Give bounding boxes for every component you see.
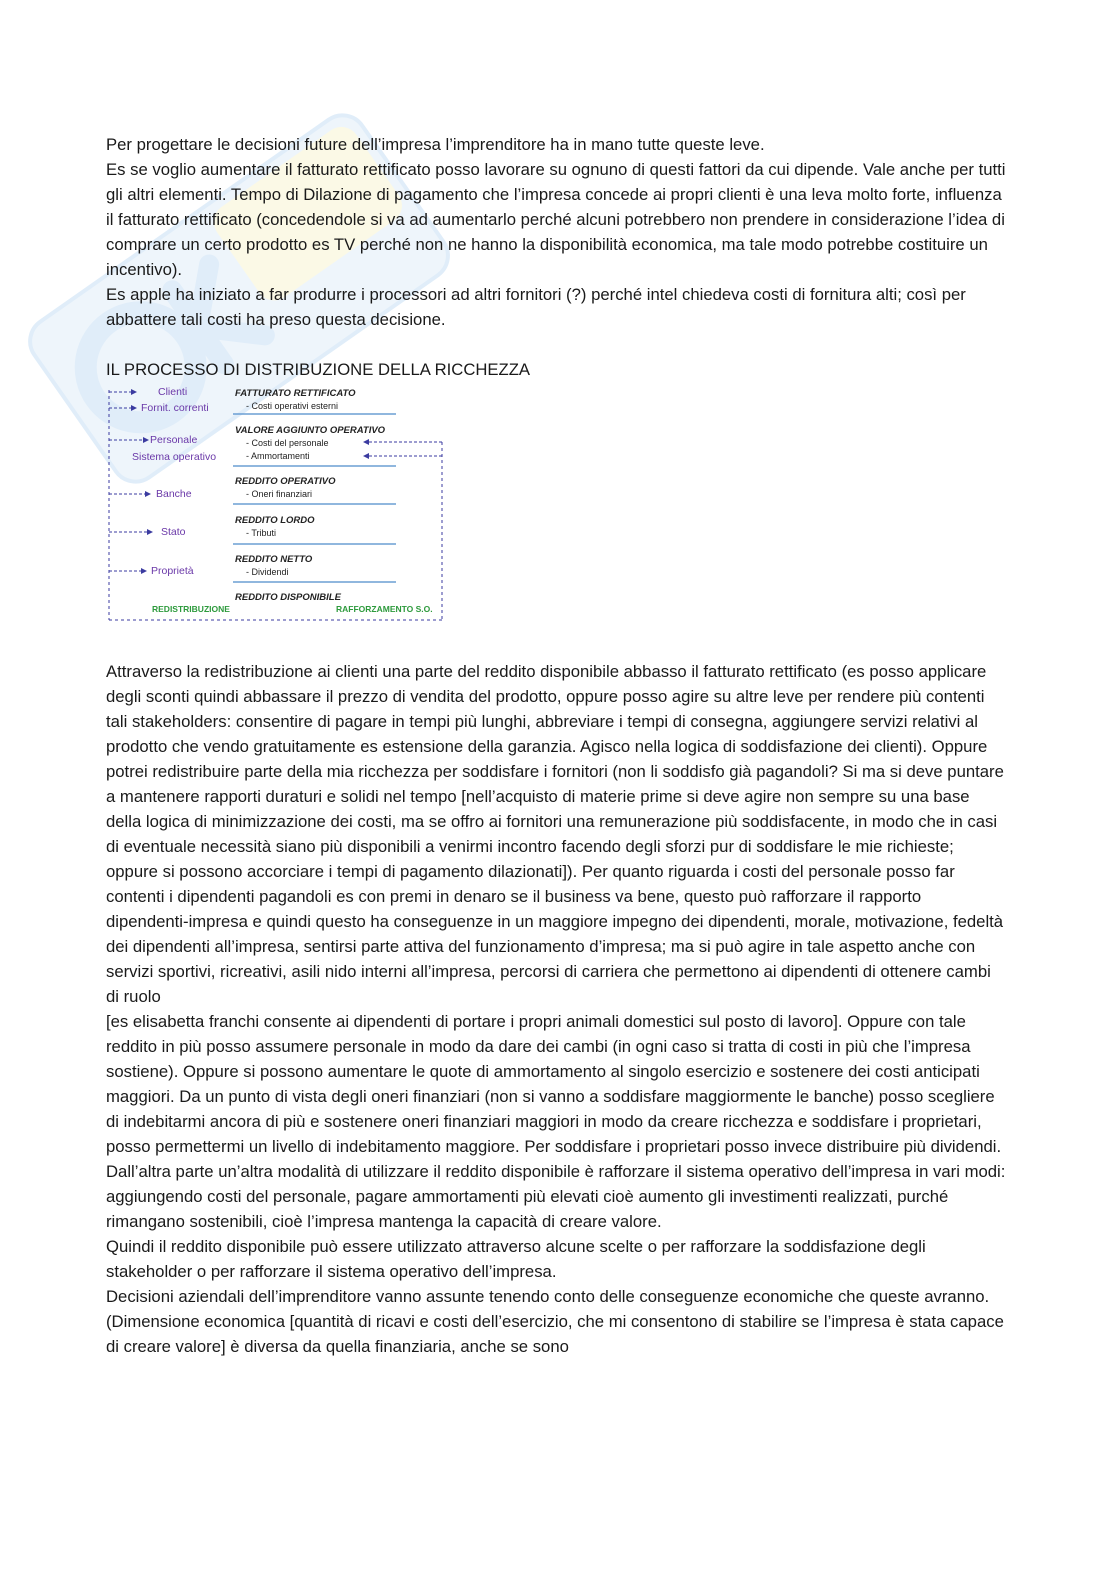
paragraph: Dall’altra parte un’altra modalità di utilizzare il reddito disponibile è rafforzare il sistema operativo dell’impresa in vari modi: aggiungendo costi del personale, pagare ammortamenti più elevati cioè aumento gli investimenti realizzati, purché rimangano sostenibili, cioè l’impresa mantenga la capacità di creare valore. [106,1162,1006,1231]
paragraph: Es se voglio aumentare il fatturato rettificato posso lavorare su ognuno di questi fattori da cui dipende. Vale anche per tutti gli altri elementi. Tempo di Dilazione di pagamento che l’impresa concede ai propri clienti è una leva molto forte, influenza il fatturato rettificato (concedendole si va ad aumentarlo perché alcuni potrebbero non prendere in considerazione l’idea di comprare un certo prodotto es TV perché non ne hanno la disponibilità economica, ma tale modo potrebbe costituire un incentivo). [106,160,1006,279]
section-heading: IL PROCESSO DI DISTRIBUZIONE DELLA RICCHEZZA [106,360,531,379]
level-item: - Dividendi [246,567,289,577]
redistribution-label: REDISTRIBUZIONE [152,604,230,614]
paragraph: Quindi il reddito disponibile può essere utilizzato attraverso alcune scelte o per rafforzare la soddisfazione degli stakeholder o per rafforzare il sistema operativo dell’impresa. [106,1237,926,1281]
paragraph: Es apple ha iniziato a far produrre i processori ad altri fornitori (?) perché intel chiedeva costi di fornitura alti; così per abbattere tali costi ha preso questa decisione. [106,285,966,329]
stakeholder-label: Stato [161,526,186,538]
wealth-distribution-diagram [106,384,451,634]
stakeholder-label: Personale [150,434,198,446]
level-title: REDDITO NETTO [235,554,313,565]
paragraph: [es elisabetta franchi consente ai dipendenti di portare i propri animali domestici sul posto di lavoro]. Oppure con tale reddito in più posso assumere personale in modo da dare dei cambi (in ogni caso si tratta di costi in più che l’impresa sostiene). Oppure si possono aumentare le quote di ammortamento al singolo esercizio e sostenere dei costi anticipati maggiori. Da un punto di vista degli oneri finanziari (non si vanno a soddisfare maggiormente le banche) posso scegliere di indebitarmi ancora di più e sostenere oneri finanziari maggiori in modo da creare ricchezza e soddisfare i proprietari, posso permettermi un livello di indebitamento maggiore. Per soddisfare i proprietari posso invece distribuire più dividendi. [106,1012,1002,1156]
paragraph: Attraverso la redistribuzione ai clienti una parte del reddito disponibile abbasso il fatturato rettificato (es posso applicare degli sconti quindi abbassare il prezzo di vendita del prodotto, oppure posso agire su altre leve per rendere più contenti tali stakeholders: consentire di pagare in tempi più lunghi, abbreviare i tempi di consegna, aggiungere servizi relativi al prodotto che vendo gratuitamente es estensione della garanzia. Agisco nella logica di soddisfazione dei clienti). Oppure potrei redistribuire parte della mia ricchezza per soddisfare i fornitori (non li soddisfo già pagandoli? Si ma si deve puntare a mantenere rapporti duraturi e solidi nel tempo [nell’acquisto di materie prime si deve agire non sempre su una base della logica di minimizzazione dei costi, ma se offro ai fornitori una remunerazione più soddisfacente, in modo che in casi di eventuale necessità siano più disponibili a venirmi incontro facendo degli sforzi pur di soddisfare le mie richieste; oppure si possono accorciare i tempi di pagamento dilazionati]). Per quanto riguarda i costi del personale posso far contenti i dipendenti pagandoli es con premi in denaro se il business va bene, questo può rafforzare il rapporto dipendenti-impresa e quindi questo ha conseguenze in un maggiore impegno dei dipendenti, morale, motivazione, fedeltà dei dipendenti all’impresa, sentirsi parte attiva del funzionamento d’impresa; ma si può agire in tale aspetto anche con servizi sportivi, ricreativi, asili nido interni all’impresa, percorsi di carriera che permettono ai dipendenti di ottenere cambi di ruolo [106,662,1004,1006]
level-item: - Tributi [246,528,277,538]
level-title: REDDITO OPERATIVO [235,476,336,487]
level-title: REDDITO LORDO [235,515,315,526]
level-item: - Costi operativi esterni [246,401,339,411]
paragraph: Decisioni aziendali dell’imprenditore vanno assunte tenendo conto delle conseguenze economiche che queste avranno. (Dimensione economica [quantità di ricavi e costi dell’esercizio, che mi consentono di stabilire se l’impresa è stata capace di creare valore] è diversa da quella finanziaria, anche se sono [106,1287,1004,1356]
reinforcement-label: RAFFORZAMENTO S.O. [336,604,433,614]
document-body [106,132,1006,1359]
stakeholder-label: Proprietà [151,565,194,577]
stakeholder-label: Sistema operativo [132,451,217,463]
level-item: - Costi del personale [246,438,329,448]
level-item: - Ammortamenti [246,451,310,461]
level-title: REDDITO DISPONIBILE [235,592,341,603]
stakeholder-label: Clienti [158,386,188,398]
stakeholder-label: Banche [156,488,192,500]
stakeholder-label: Fornit. correnti [141,402,209,414]
level-title: VALORE AGGIUNTO OPERATIVO [235,425,386,436]
paragraph: Per progettare le decisioni future dell’impresa l’imprenditore ha in mano tutte queste leve. [106,135,765,154]
level-item: - Oneri finanziari [246,489,313,499]
level-title: FATTURATO RETTIFICATO [235,388,356,399]
